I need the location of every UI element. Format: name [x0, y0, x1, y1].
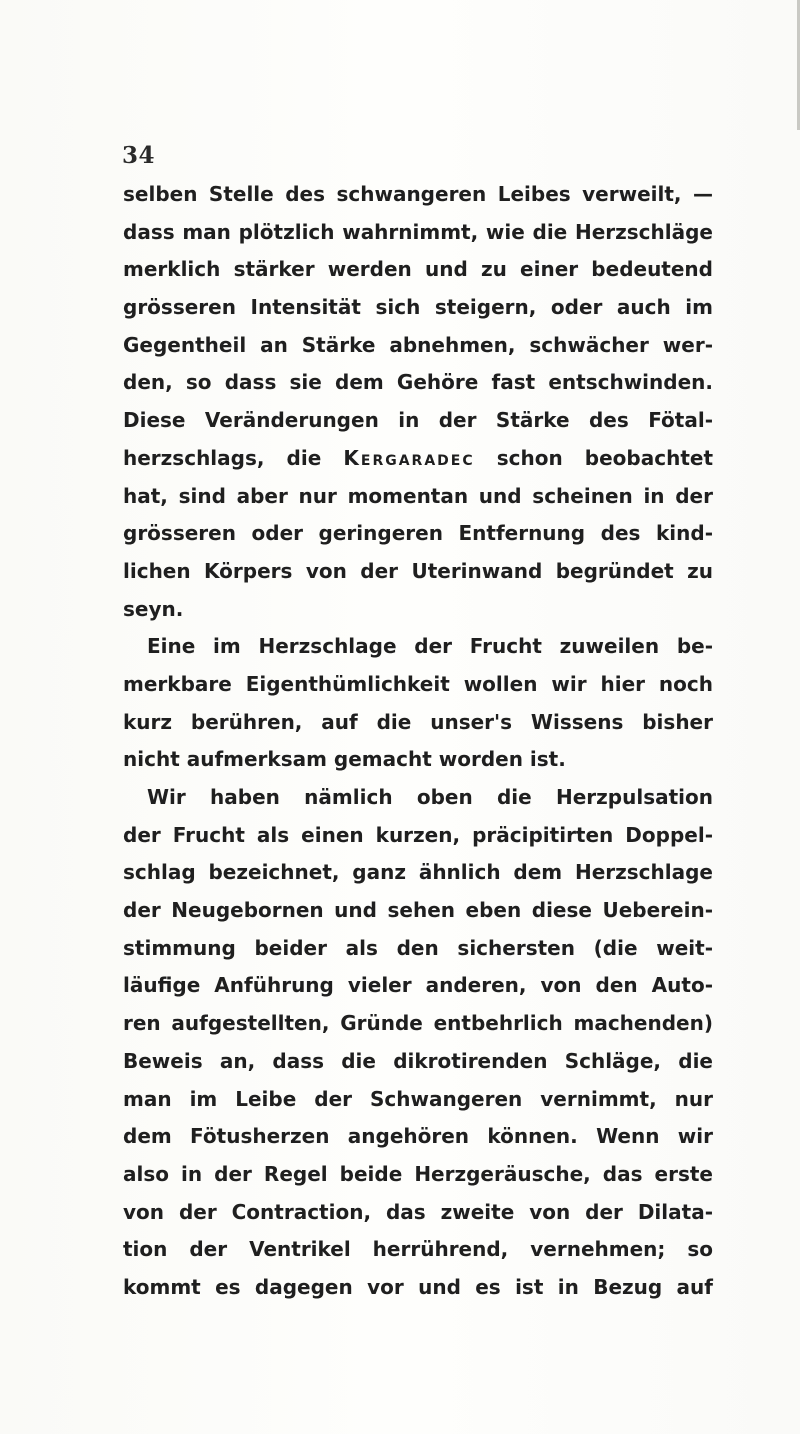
- page-number: 34: [122, 142, 156, 169]
- text-line: dass man plötzlich wahrnimmt, wie die Herzschläge: [123, 219, 713, 244]
- text-line: man im Leibe der Schwangeren vernimmt, nur: [123, 1086, 713, 1111]
- text-line: selben Stelle des schwangeren Leibes verweilt, —: [123, 182, 713, 206]
- text-line: kommt es dagegen vor und es ist in Bezug auf: [123, 1274, 713, 1299]
- text-line: der Neugebornen und sehen eben diese Ueberein-: [123, 898, 713, 923]
- text-segment: herzschlags, die: [123, 445, 344, 470]
- text-line: läufige Anführung vieler anderen, von den Auto-: [123, 973, 713, 998]
- text-line: schlag bezeichnet, ganz ähnlich dem Herzschlage: [123, 860, 713, 885]
- text-line: lichen Körpers von der Uterinwand begründet zu: [123, 558, 713, 583]
- text-line: Beweis an, dass die dikrotirenden Schläge, die: [123, 1048, 713, 1073]
- paragraph-start-line: Wir haben nämlich oben die Herzpulsation: [147, 785, 713, 809]
- text-line: grösseren Intensität sich steigern, oder auch im: [123, 295, 713, 320]
- text-line: den, so dass sie dem Gehöre fast entschwinden.: [123, 370, 713, 395]
- text-line: ren aufgestellten, Gründe entbehrlich machenden): [123, 1011, 713, 1036]
- text-line: Gegentheil an Stärke abnehmen, schwächer wer-: [123, 332, 713, 357]
- text-line-with-author: [123, 440, 713, 478]
- text-line: Diese Veränderungen in der Stärke des Fötal-: [123, 408, 713, 433]
- text-line: kurz berühren, auf die unser's Wissens bisher: [123, 709, 713, 734]
- text-line: seyn.: [123, 596, 184, 621]
- text-line: hat, sind aber nur momentan und scheinen in der: [123, 483, 713, 508]
- text-line: der Frucht als einen kurzen, präcipitirten Doppel-: [123, 822, 713, 847]
- text-line: also in der Regel beide Herzgeräusche, das erste: [123, 1161, 713, 1186]
- text-line: nicht aufmerksam gemacht worden ist.: [123, 747, 566, 772]
- text-line: dem Fötusherzen angehören können. Wenn wir: [123, 1124, 713, 1149]
- text-line: merkbare Eigenthümlichkeit wollen wir hier noch: [123, 671, 713, 696]
- text-line: von der Contraction, das zweite von der Dilata-: [123, 1199, 713, 1224]
- text-line: tion der Ventrikel herrührend, vernehmen; so: [123, 1237, 713, 1262]
- author-name-kergaradec: Kergaradec: [343, 445, 475, 470]
- text-segment: schon beobachtet: [474, 445, 713, 470]
- paragraph-start-line: Eine im Herzschlage der Frucht zuweilen be-: [147, 634, 713, 659]
- body-text: [123, 176, 713, 1307]
- text-line: merklich stärker werden und zu einer bedeutend: [123, 257, 713, 282]
- text-line: grösseren oder geringeren Entfernung des kind-: [123, 521, 713, 546]
- text-line: stimmung beider als den sichersten (die weit-: [123, 935, 713, 960]
